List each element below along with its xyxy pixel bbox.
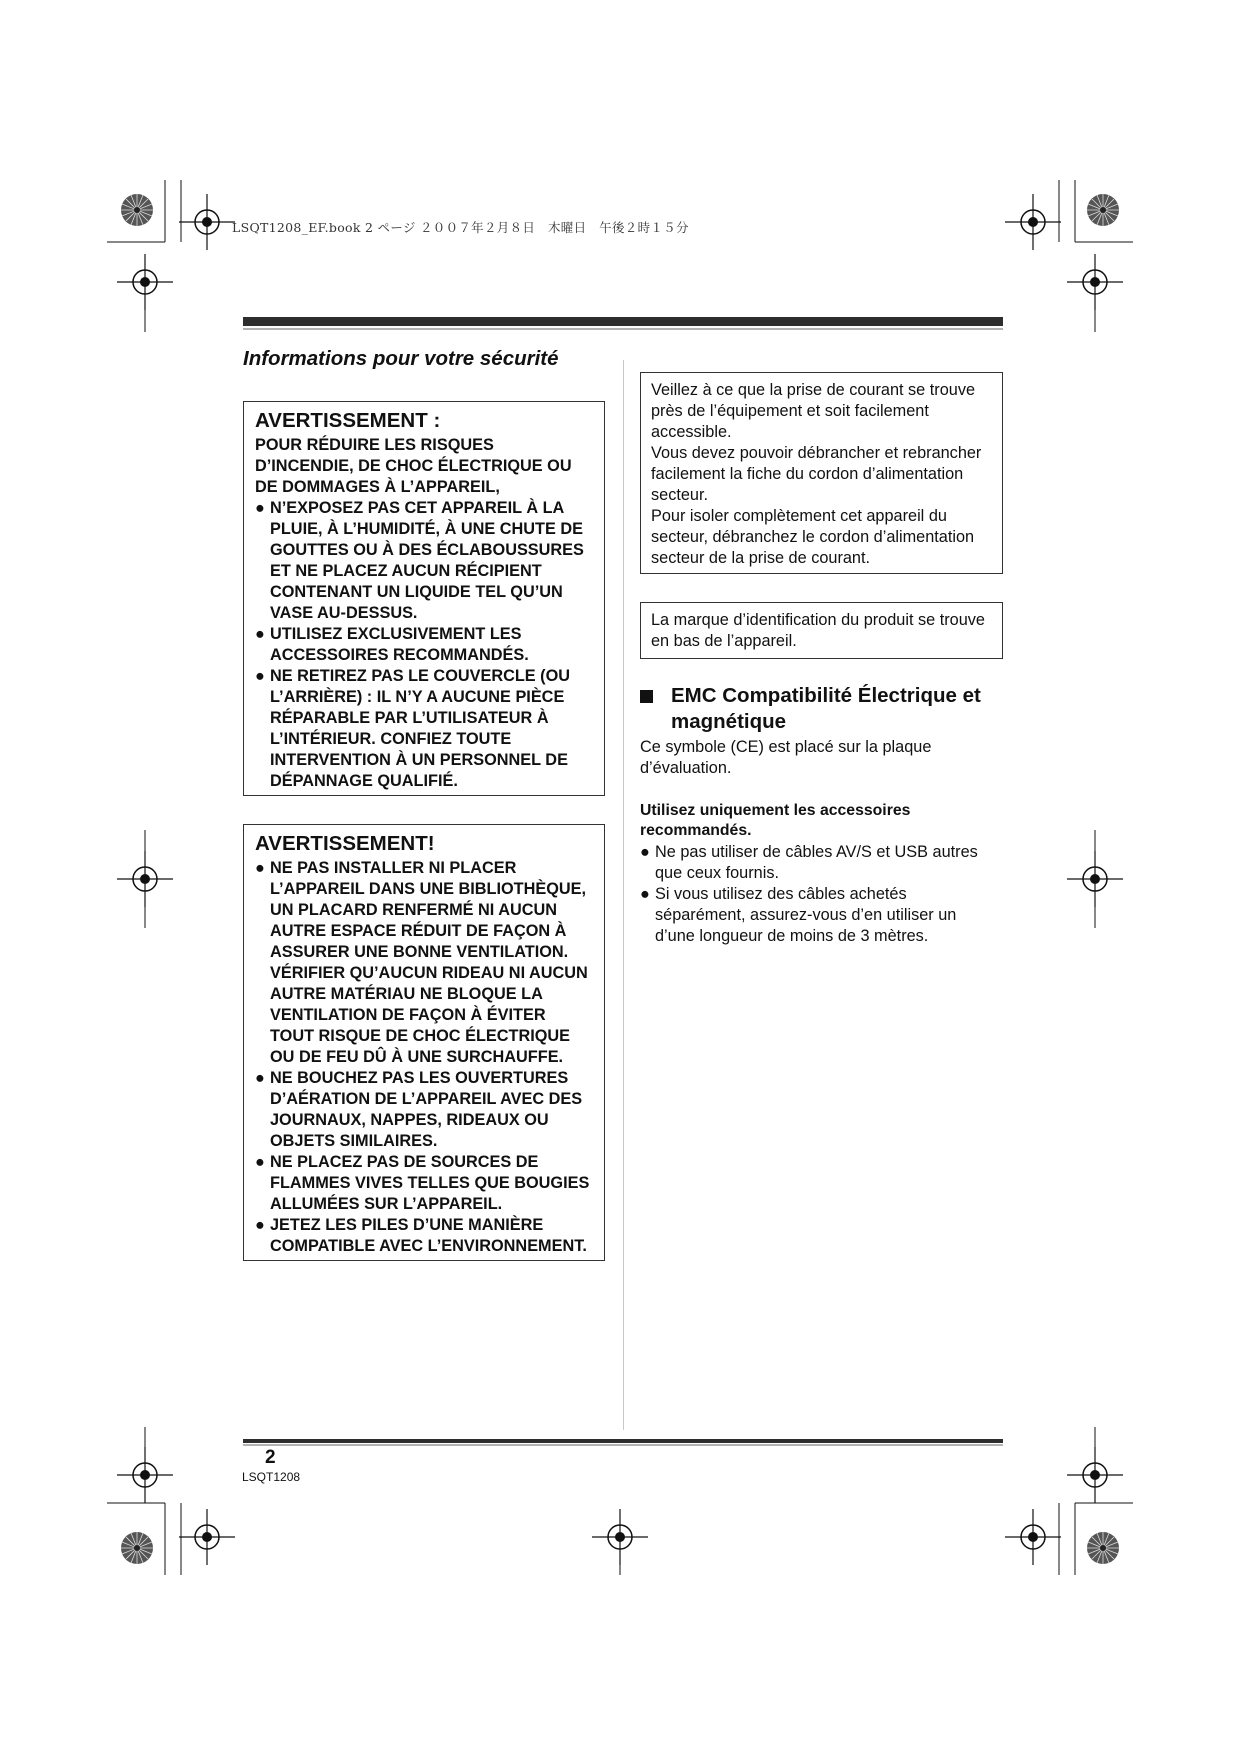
bottom-rule (243, 1439, 1003, 1443)
bullet-icon: ● (255, 1216, 265, 1234)
info-paragraph: Veillez à ce que la prise de courant se trouve près de l’équipement et soit facilement accessible. (651, 381, 976, 441)
bottom-rule-thin (243, 1444, 1003, 1446)
list-item: ● N’EXPOSEZ PAS CET APPAREIL À LA PLUIE, À L’HUMIDITÉ, À UNE CHUTE DE GOUTTES OU À DES ÉCLABOUSSURES ET NE PLACEZ AUCUN RÉCIPIENT CONTENANT UN LIQUIDE TEL QU’UN VASE AU-DESSUS. (255, 499, 584, 622)
list-item: ● NE RETIREZ PAS LE COUVERCLE (OU L’ARRIÈRE) : IL N’Y A AUCUNE PIÈCE RÉPARABLE PAR L’UTILISATEUR À L’INTÉRIEUR. CONFIEZ TOUTE INTERVENTION À UN PERSONNEL DE DÉPANNAGE QUALIFIÉ. (255, 667, 571, 790)
warning-box-2-title: AVERTISSEMENT! (255, 832, 435, 855)
column-divider (623, 360, 624, 1430)
bullet-icon: ● (255, 499, 265, 517)
info-paragraph: Pour isoler complètement cet appareil du secteur, débranchez le cordon d’alimentation secteur de la prise de courant. (651, 507, 975, 567)
warning-box-1 (243, 401, 605, 796)
warning-box-2-list (255, 858, 593, 1257)
info-paragraph: Vous devez pouvoir débrancher et rebrancher facilement la fiche du cordon d’alimentation secteur. (651, 444, 982, 504)
warning-box-1-title: AVERTISSEMENT : (255, 409, 441, 432)
page-title: Informations pour votre sécurité (243, 347, 559, 370)
list-item: ● NE PAS INSTALLER NI PLACER L’APPAREIL DANS UNE BIBLIOTHÈQUE, UN PLACARD RENFERMÉ NI AUCUN AUTRE ESPACE RÉDUIT DE FAÇON À ASSURER UNE BONNE VENTILATION. VÉRIFIER QU’AUCUN RIDEAU NI AUCUN AUTRE MATÉRIAU NE BLOQUE LA VENTILATION DE FAÇON À ÉVITER TOUT RISQUE DE CHOC ÉLECTRIQUE OU DE FEU DÛ À UNE SURCHAUFFE. (255, 859, 588, 1066)
bullet-icon: ● (640, 885, 650, 903)
emc-accessories-list (640, 842, 1000, 947)
emc-ce-text: Ce symbole (CE) est placé sur la plaque d’évaluation. (640, 738, 932, 777)
registration-mark-top-right-star-icon (1087, 194, 1119, 226)
document-code: LSQT1208 (242, 1470, 301, 1484)
emc-section-heading: EMC Compatibilité Électrique et magnétique (640, 683, 1000, 735)
registration-mark-bottom-right-star-icon (1087, 1532, 1119, 1564)
info-paragraph: La marque d’identification du produit se trouve en bas de l’appareil. (651, 611, 985, 650)
bullet-icon: ● (255, 1069, 265, 1087)
list-item: ● Ne pas utiliser de câbles AV/S et USB autres que ceux fournis. (640, 843, 978, 882)
bullet-icon: ● (255, 1153, 265, 1171)
registration-mark-top-left-star-icon (121, 194, 153, 226)
square-bullet-icon (640, 690, 653, 703)
print-header: LSQT1208_EF.book 2 ページ ２００７年２月８日 木曜日 午後２時１５分 (232, 220, 689, 235)
top-rule (243, 317, 1003, 326)
bullet-icon: ● (640, 843, 650, 861)
emc-accessories-heading: Utilisez uniquement les accessoires recommandés. (640, 802, 911, 839)
list-item: ● NE PLACEZ PAS DE SOURCES DE FLAMMES VIVES TELLES QUE BOUGIES ALLUMÉES SUR L’APPAREIL. (255, 1153, 590, 1213)
list-item: ● JETEZ LES PILES D’UNE MANIÈRE COMPATIBLE AVEC L’ENVIRONNEMENT. (255, 1216, 587, 1255)
page-number: 2 (265, 1447, 276, 1468)
top-rule-thin (243, 328, 1003, 330)
warning-box-1-intro: POUR RÉDUIRE LES RISQUES D’INCENDIE, DE CHOC ÉLECTRIQUE OU DE DOMMAGES À L’APPAREIL, (255, 436, 572, 496)
bullet-icon: ● (255, 859, 265, 877)
bullet-icon: ● (255, 667, 265, 685)
info-box-product-marking (640, 602, 1003, 659)
list-item: ● NE BOUCHEZ PAS LES OUVERTURES D’AÉRATION DE L’APPAREIL AVEC DES JOURNAUX, NAPPES, RIDEAUX OU OBJETS SIMILAIRES. (255, 1069, 583, 1150)
warning-box-2 (243, 824, 605, 1261)
bullet-icon: ● (255, 625, 265, 643)
info-box-power-outlet (640, 372, 1003, 574)
registration-mark-bottom-left-star-icon (121, 1532, 153, 1564)
list-item: ● Si vous utilisez des câbles achetés séparément, assurez-vous d’en utiliser un d’une longueur de moins de 3 mètres. (640, 885, 957, 945)
warning-box-1-list (255, 498, 593, 792)
list-item: ● UTILISEZ EXCLUSIVEMENT LES ACCESSOIRES RECOMMANDÉS. (255, 625, 529, 664)
